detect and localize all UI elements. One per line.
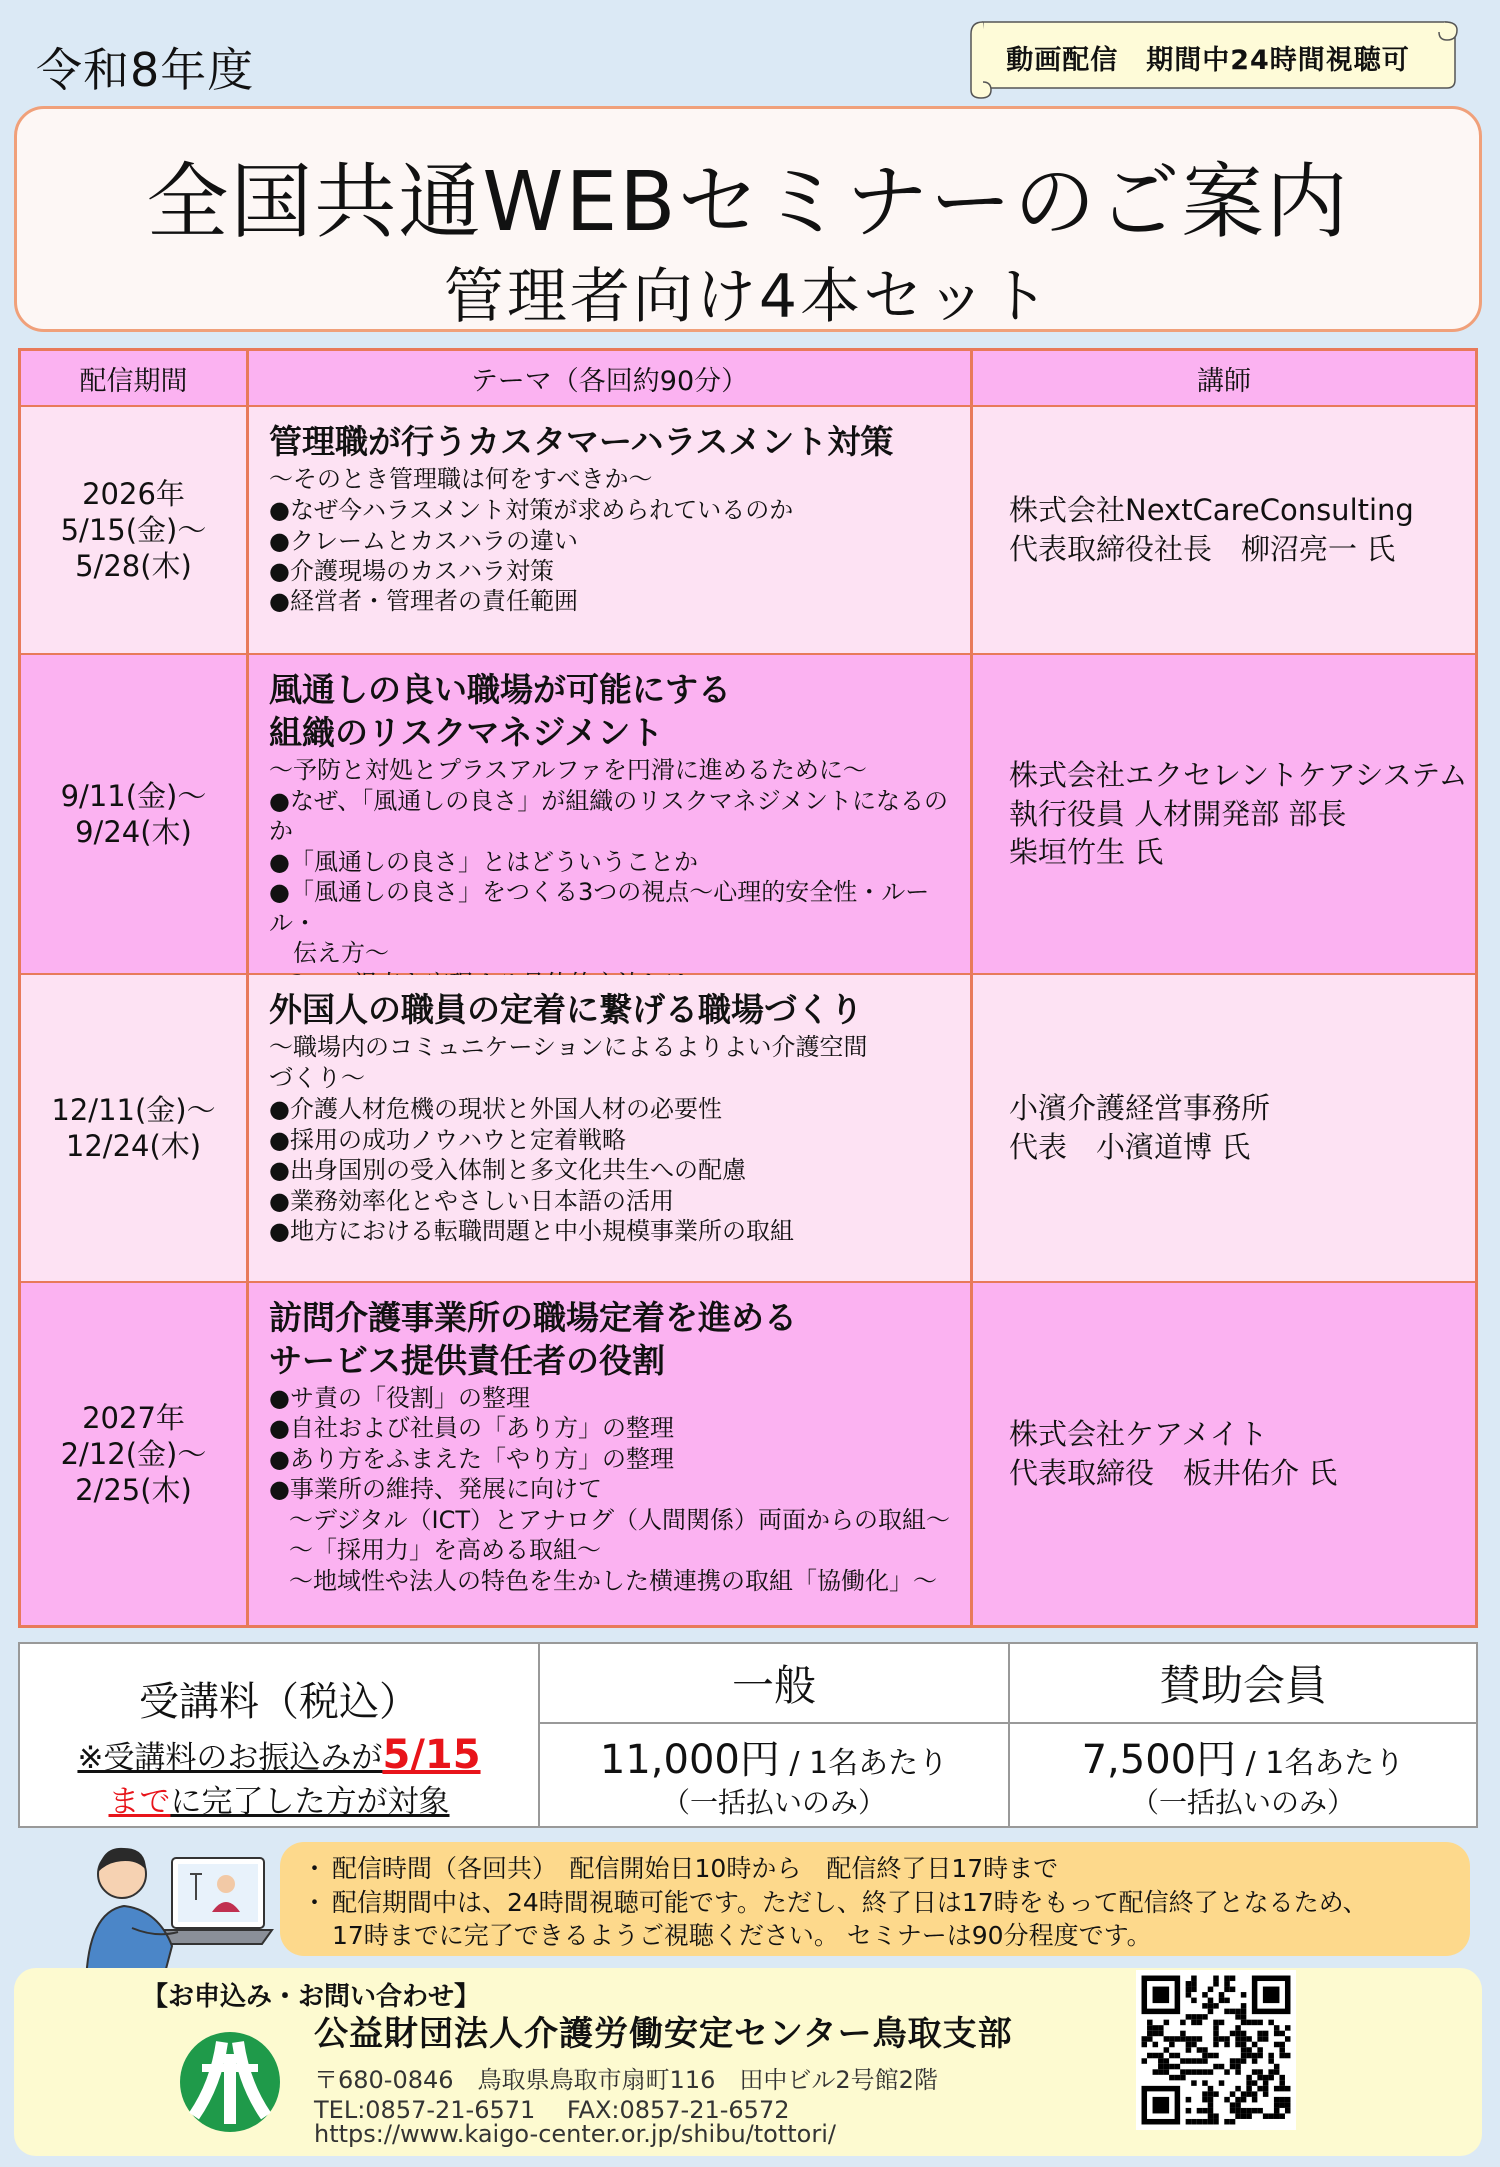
header-lecturer: 講師 <box>1197 365 1251 397</box>
theme-subtitle: ～職場内のコミュニケーションによるよりよい介護空間 <box>269 1032 868 1061</box>
theme-bullet: ●出身国別の受入体制と多文化共生への配慮 <box>269 1156 746 1185</box>
theme-subtitle: ～予防と対処とプラスアルファを円滑に進めるために～ <box>269 755 867 784</box>
lecturer-line: 株式会社エクセレントケアシステム <box>1009 758 1468 793</box>
theme-bullet: ●「風通しの良さ」とはどういうことか <box>269 847 698 876</box>
fee-condition-pre: ※受講料のお振込みが <box>77 1740 383 1776</box>
period-line: 2/12(金)～ <box>60 1436 207 1471</box>
fee-note: （一括払いのみ） <box>1130 1785 1355 1819</box>
theme-bullet: ●採用の成功ノウハウと定着戦略 <box>269 1125 626 1154</box>
scroll-banner <box>955 14 1460 100</box>
table-row <box>21 407 1475 655</box>
header-period: 配信期間 <box>21 351 249 405</box>
org-address: 〒680-0846 鳥取県鳥取市扇町116 田中ビル2号館2階 <box>314 2066 938 2094</box>
lecturer-line: 代表 小濱道博 氏 <box>1009 1130 1251 1164</box>
fee-table <box>18 1642 1478 1828</box>
fee-label: 受講料（税込） <box>139 1679 419 1725</box>
fee-condition-cell <box>20 1644 540 1826</box>
lecturer-cell <box>973 407 1475 653</box>
period-line: 9/11(金)～ <box>60 778 207 813</box>
theme-bullet: ●クレームとカスハラの違い <box>269 526 578 555</box>
contact-heading: 【お申込み・お問い合わせ】 <box>142 1982 481 2012</box>
theme-bullet: ●なぜ、「風通しの良さ」が組織のリスクマネジメントになるのか <box>269 786 949 846</box>
header-theme: テーマ（各回約90分） <box>249 351 973 405</box>
period-line: 5/15(金)～ <box>60 512 207 547</box>
notice-text: 17時までに完了できるようご視聴ください。 セミナーは90分程度です。 <box>332 1921 1152 1950</box>
page-title: 全国共通WEBセミナーのご案内 <box>146 155 1350 250</box>
period-cell <box>21 407 249 653</box>
fee-member-price: 7,500円 <box>1081 1736 1237 1783</box>
fee-member-cell <box>1010 1644 1476 1826</box>
fee-unit: / 1名あたり <box>1236 1745 1405 1781</box>
theme-bullet: ●地方における転職問題と中小規模事業所の取組 <box>269 1217 794 1246</box>
lecturer-line: 代表取締役 板井佑介 氏 <box>1009 1456 1338 1490</box>
fee-member-label: 賛助会員 <box>1010 1644 1476 1724</box>
theme-title: サービス提供責任者の役割 <box>269 1340 665 1380</box>
theme-cell <box>249 407 973 653</box>
theme-subtitle: ～そのとき管理職は何をすべきか～ <box>269 464 653 493</box>
period-cell <box>21 975 249 1281</box>
theme-title: 外国人の職員の定着に繋げる職場づくり <box>269 990 863 1029</box>
theme-bullet: ●介護人材危機の現状と外国人材の必要性 <box>269 1095 722 1124</box>
period-line: 9/24(木) <box>75 815 192 849</box>
fee-condition-made: まで <box>108 1784 171 1820</box>
theme-bullet: 伝え方～ <box>269 939 389 968</box>
theme-title: 風通しの良い職場が可能にする <box>269 670 731 709</box>
theme-title: 訪問介護事業所の職場定着を進める <box>269 1298 797 1337</box>
fee-general-cell <box>540 1644 1010 1826</box>
fee-general-value <box>540 1726 1008 1828</box>
lecturer-line: 株式会社NextCareConsulting <box>1009 493 1414 528</box>
theme-bullet: ●「風通しの良さ」をつくる3つの視点～心理的安全性・ルール・ <box>269 878 930 937</box>
fee-condition <box>20 1728 538 1824</box>
schedule-table <box>18 348 1478 1628</box>
bullet-dot: ・ <box>302 1887 328 1917</box>
theme-indent-line: ～地域性や法人の特色を生かした横連携の取組「協働化」～ <box>289 1566 937 1595</box>
theme-cell <box>249 655 973 973</box>
fee-general-label: 一般 <box>540 1644 1008 1724</box>
contact-box <box>14 1968 1482 2156</box>
theme-bullet: ●あり方をふまえた「やり方」の整理 <box>269 1444 674 1473</box>
org-logo-icon <box>172 2024 288 2140</box>
table-row <box>21 655 1475 975</box>
lecturer-cell <box>973 655 1475 973</box>
theme-bullet: ●なぜ今ハラスメント対策が求められているのか <box>269 496 794 525</box>
period-line: 2026年 <box>82 476 185 511</box>
table-row <box>21 1283 1475 1625</box>
theme-bullet: ●事業所の維持、発展に向けて <box>269 1475 602 1504</box>
table-header-row <box>21 351 1475 407</box>
qr-code-icon[interactable] <box>1136 1970 1296 2130</box>
fee-note: （一括払いのみ） <box>661 1785 886 1819</box>
theme-bullet: ●介護現場のカスハラ対策 <box>269 557 554 586</box>
theme-title: 管理職が行うカスタマーハラスメント対策 <box>269 422 894 461</box>
page-subtitle: 管理者向け4本セット <box>443 262 1053 332</box>
theme-bullet: ●業務効率化とやさしい日本語の活用 <box>269 1186 674 1215</box>
bullet-dot: ・ <box>302 1854 328 1883</box>
year-label: 令和8年度 <box>36 43 255 97</box>
lecturer-line: 執行役員 人材開発部 部長 <box>1009 796 1347 831</box>
bullet-indent <box>302 1919 332 1953</box>
notice-box <box>280 1842 1470 1956</box>
lecturer-line: 小濱介護経営事務所 <box>1009 1091 1271 1126</box>
notice-line <box>302 1886 1448 1920</box>
lecturer-cell <box>973 1283 1475 1625</box>
fee-deadline: 5/15 <box>382 1732 481 1778</box>
period-line: 2027年 <box>82 1400 185 1435</box>
theme-cell <box>249 1283 973 1625</box>
theme-indent-line: ～デジタル（ICT）とアナログ（人間関係）両面からの取組～ <box>289 1505 951 1534</box>
notice-line <box>302 1852 1448 1886</box>
fee-general-price: 11,000円 <box>599 1736 780 1783</box>
theme-bullet: ●サ責の「役割」の整理 <box>269 1383 530 1412</box>
title-box <box>14 106 1482 332</box>
lecturer-line: 柴垣竹生 氏 <box>1009 835 1164 870</box>
theme-indent-line: ～「採用力」を高める取組～ <box>289 1536 601 1565</box>
fee-condition-post: に完了した方が対象 <box>170 1784 450 1820</box>
theme-subtitle: づくり～ <box>269 1064 365 1093</box>
notice-line <box>302 1919 1448 1953</box>
org-url[interactable]: https://www.kaigo-center.or.jp/shibu/tottori/ <box>314 2120 836 2148</box>
lecturer-line: 株式会社ケアメイト <box>1009 1417 1268 1452</box>
fee-unit: / 1名あたり <box>779 1745 949 1781</box>
period-line: 12/11(金)～ <box>51 1092 216 1127</box>
period-line: 12/24(木) <box>65 1129 202 1163</box>
period-cell <box>21 1283 249 1625</box>
org-tel-fax: TEL:0857-21-6571 FAX:0857-21-6572 <box>314 2096 790 2124</box>
theme-cell <box>249 975 973 1281</box>
table-row <box>21 975 1475 1283</box>
lecturer-line: 代表取締役社長 柳沼亮一 氏 <box>1009 532 1396 566</box>
notice-text: 配信時間（各回共） 配信開始日10時から 配信終了日17時まで <box>332 1854 1059 1883</box>
period-cell <box>21 655 249 973</box>
theme-title: 組織のリスクマネジメント <box>269 712 664 752</box>
lecturer-cell <box>973 975 1475 1281</box>
org-name: 公益財団法人介護労働安定センター鳥取支部 <box>314 2014 1013 2054</box>
fee-member-value <box>1010 1726 1476 1828</box>
period-line: 2/25(木) <box>75 1473 192 1508</box>
theme-bullet: ●自社および社員の「あり方」の整理 <box>269 1414 674 1443</box>
banner-text: 動画配信 期間中24時間視聴可 <box>1006 45 1410 76</box>
period-line: 5/28(木) <box>75 549 192 584</box>
theme-bullet: ●経営者・管理者の責任範囲 <box>269 587 578 616</box>
notice-text: 配信期間中は、24時間視聴可能です。ただし、終了日は17時をもって配信終了となるため、 <box>332 1887 1368 1917</box>
